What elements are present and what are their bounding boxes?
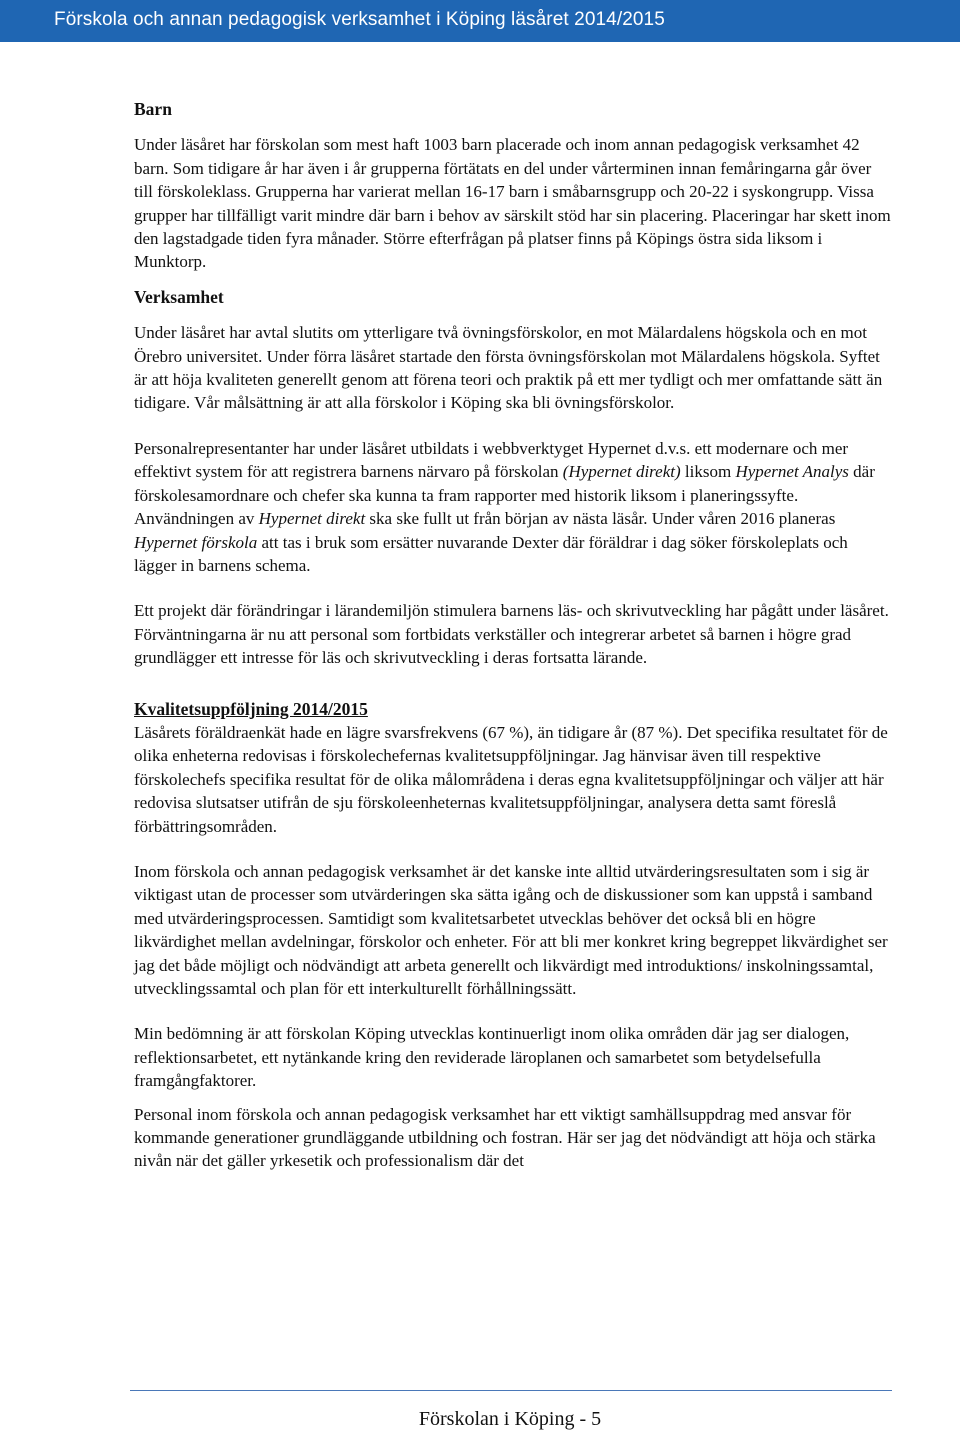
heading-kvalitetsuppfoljning: Kvalitetsuppföljning 2014/2015 [134,698,368,719]
heading-barn: Barn [134,99,172,119]
paragraph-verksamhet: Under läsåret har avtal slutits om ytterligare två övningsförskolor, en mot Mälardalens högskola och en mot Örebro universitet. Under förra läsåret startade den första övningsförskolan mot Mälardalens högskola. Syftet är att höja kvaliteten generellt genom att förena teori och praktik på ett mer tydligt och mer omfattande sätt än tidigare. Vår målsättning är att alla förskolor i Köping ska bli övningsförskolor. [134,323,883,413]
hypernet-text-2: liksom [680,462,736,482]
page-footer: Förskolan i Köping - 5 [418,1408,602,1430]
hypernet-text-1: Personalrepresentanter har under läsåret utbildats i webbverktyget Hypernet d.v.s. ett modernare och mer effektivt system för att registrera barnens närvaro på förskolan [134,438,849,482]
hypernet-italic-3: Hypernet direkt [258,509,366,529]
paragraph-kvalitet: Läsårets föräldraenkät hade en lägre svarsfrekvens (67 %), än tidigare år (87 %). Det specifika resultatet för de olika enheterna redovisas i förskolechefernas kvalitetsuppföljningar. Jag hänvisar även till respektive förskolechefs specifika resultat för de olika målområdena i deras egna kvalitetsuppföljningar och väljer att här redovisa slutsatser utifrån de sju förskoleenheternas kvalitetsuppföljningar, analysera detta samt föreslå förbättringsområden. [134,722,888,836]
paragraph-hypernet [134,437,892,577]
heading-verksamhet: Verksamhet [134,286,224,307]
paragraph-bedomning: Min bedömning är att förskolan Köping utvecklas kontinuerligt inom olika områden där jag ser dialogen, reflektionsarbetet, ett nytänkande kring den reviderade läroplanen och samarbetet som betydelsefulla framgångfaktorer. [134,1024,850,1091]
hypernet-text-4: ska ske fullt ut från början av nästa läsår. Under våren 2016 planeras [365,509,836,529]
hypernet-italic-4: Hypernet förskola [134,532,258,552]
paragraph-projekt: Ett projekt där förändringar i lärandemiljön stimulera barnens läs- och skrivutveckling har pågått under läsåret. Förväntningarna är nu att personal som fortbidats verkställer och integrerar arbetet så barnen i högre grad grundlägger ett intresse för läs och skrivutveckling i deras fortsatta lärande. [134,601,889,668]
paragraph-inom: Inom förskola och annan pedagogisk verksamhet är det kanske inte alltid utvärderingsresultaten som i sig är viktigast utan de processer som utvärderingen ska sätta igång och de diskussioner som kan uppstå i samband med utvärderingsprocessen. Samtidigt som kvalitetsarbetet utvecklas behöver det också bli en högre likvärdighet mellan avdelningar, förskolor och enheter. För att bli mer konkret kring begreppet likvärdighet ser jag det både möjligt och nödvändigt att arbeta generellt och likvärdigt med introduktions/ inskolningssamtal, utvecklingssamtal och plan för ett interkulturellt förhållningssätt. [134,861,888,998]
document-body [134,98,892,1173]
hypernet-italic-1: (Hypernet direkt) [562,462,681,482]
hypernet-text-3: där förskolesamordnare och chefer ska kunna ta fram rapporter med historik liksom i planeringssyfte. Användningen av [134,462,875,529]
document-header-title: Förskola och annan pedagogisk verksamhet i Köping läsåret 2014/2015 [54,9,665,30]
footer-divider [130,1390,892,1391]
header-bar [0,0,960,42]
paragraph-barn: Under läsåret har förskolan som mest haft 1003 barn placerade och inom annan pedagogisk verksamhet 42 barn. Som tidigare år har även i år grupperna förtätats en del under vårterminen innan femåringarna går över till förskoleklass. Grupperna har varierat mellan 16-17 barn i småbarnsgrupp och 20-22 i syskongrupp. Vissa grupper har tillfälligt varit mindre där barn i behov av särskilt stöd har sin placering. Placeringar har skett inom den lagstadgade tiden fyra månader. Större efterfrågan på platser finns på Köpings östra sida liksom i Munktorp. [134,135,891,272]
paragraph-personal: Personal inom förskola och annan pedagogisk verksamhet har ett viktigt samhällsuppdrag med ansvar för kommande generationer grundläggande utbildning och fostran. Här ser jag det nödvändigt att höja och stärka nivån när det gäller yrkesetik och professionalism där det [134,1104,876,1171]
hypernet-italic-2: Hypernet Analys [735,462,849,482]
hypernet-text-5: att tas i bruk som ersätter nuvarande Dexter där föräldrar i dag söker förskoleplats och lägger in barnens schema. [134,532,848,575]
